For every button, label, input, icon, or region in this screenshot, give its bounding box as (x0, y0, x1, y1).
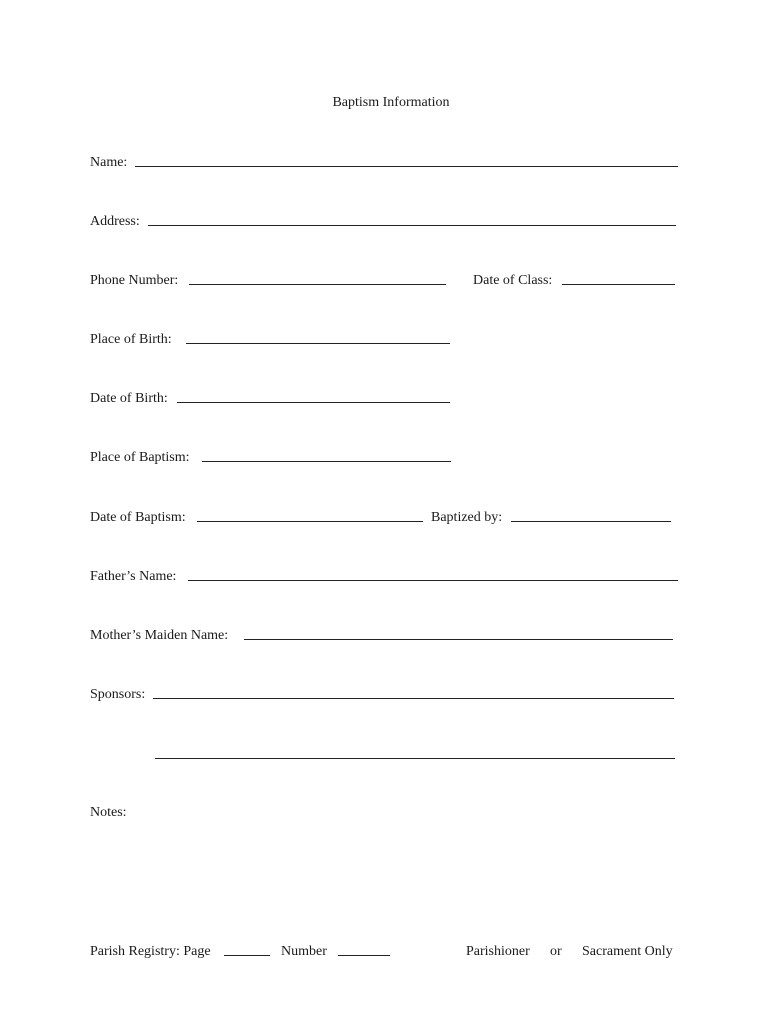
date-of-baptism-label: Date of Baptism: (90, 510, 186, 525)
sacrament-only-option[interactable]: Sacrament Only (582, 944, 673, 959)
parishioner-option[interactable]: Parishioner (466, 944, 530, 959)
name-label: Name: (90, 155, 128, 170)
form-title: Baptism Information (332, 95, 450, 110)
phone-field[interactable] (189, 284, 446, 285)
registry-number-field[interactable] (338, 955, 390, 956)
date-of-birth-field[interactable] (177, 402, 450, 403)
notes-label: Notes: (90, 805, 127, 820)
registry-page-label: Parish Registry: Page (90, 944, 211, 959)
baptized-by-field[interactable] (511, 521, 671, 522)
phone-label: Phone Number: (90, 273, 179, 288)
mother-maiden-name-label: Mother’s Maiden Name: (90, 628, 229, 643)
baptized-by-label: Baptized by: (431, 510, 503, 525)
date-of-class-label: Date of Class: (473, 273, 553, 288)
sponsor-1-field[interactable] (153, 698, 674, 699)
name-field[interactable] (135, 166, 678, 167)
sponsor-2-field[interactable] (155, 758, 675, 759)
address-field[interactable] (148, 225, 676, 226)
place-of-birth-field[interactable] (186, 343, 450, 344)
mother-maiden-name-field[interactable] (244, 639, 673, 640)
registry-number-label: Number (281, 944, 327, 959)
date-of-baptism-field[interactable] (197, 521, 423, 522)
father-name-label: Father’s Name: (90, 569, 177, 584)
sponsors-label: Sponsors: (90, 687, 146, 702)
place-of-birth-label: Place of Birth: (90, 332, 172, 347)
date-of-birth-label: Date of Birth: (90, 391, 168, 406)
date-of-class-field[interactable] (562, 284, 675, 285)
address-label: Address: (90, 214, 140, 229)
place-of-baptism-field[interactable] (202, 461, 451, 462)
or-text: or (550, 944, 562, 959)
father-name-field[interactable] (188, 580, 678, 581)
registry-page-field[interactable] (224, 955, 270, 956)
place-of-baptism-label: Place of Baptism: (90, 450, 190, 465)
